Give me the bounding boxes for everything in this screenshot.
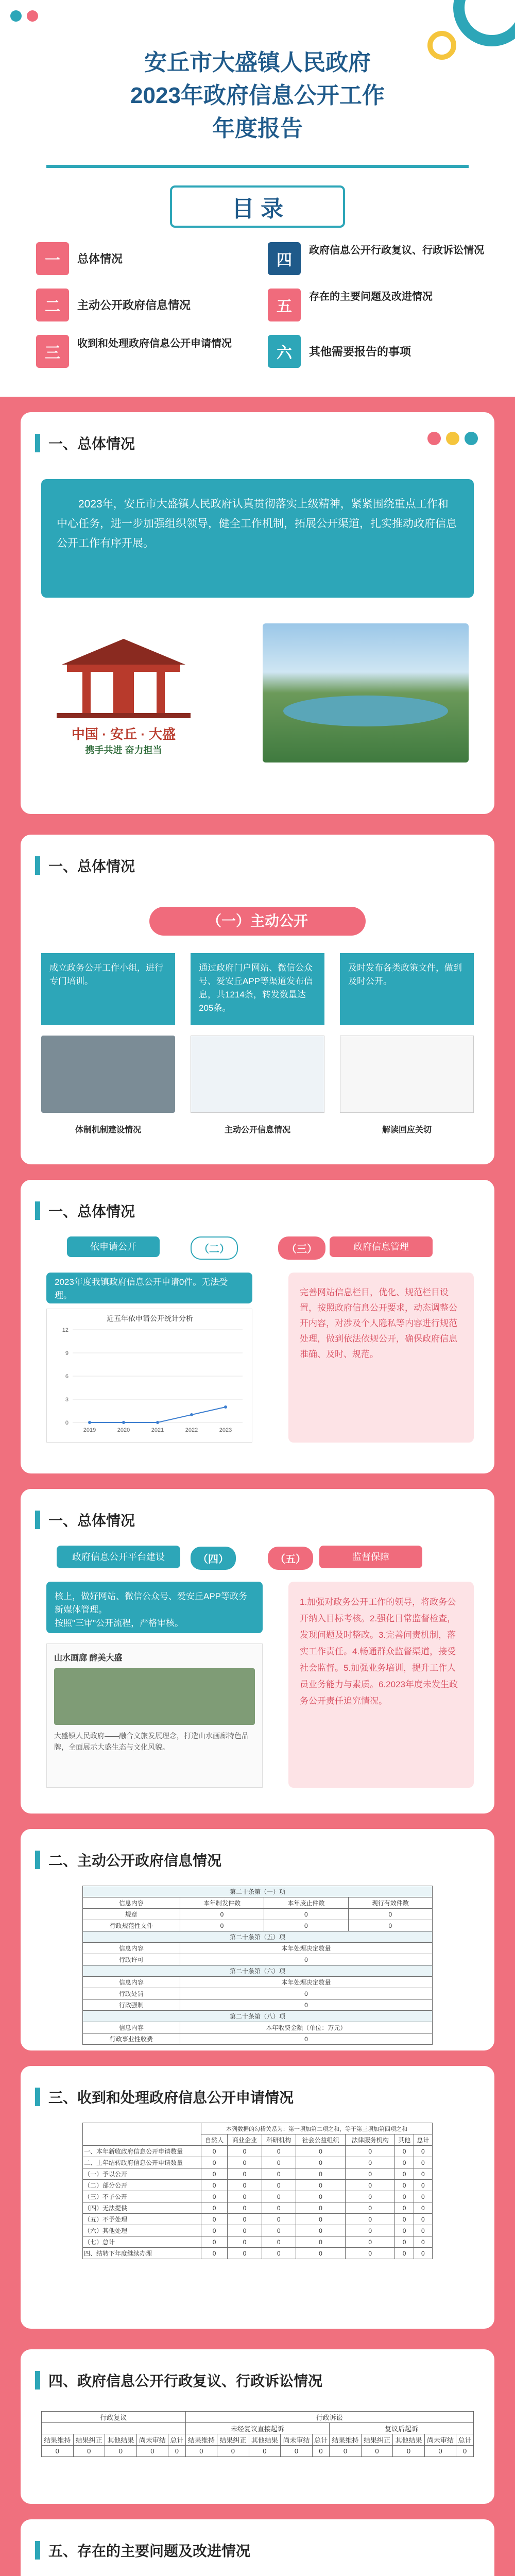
header-dot (465, 432, 478, 445)
table-row: 0 0 0 0 0 0 0 0 0 0 0 0 0 0 0 (42, 2446, 474, 2457)
x-tick-label: 2022 (185, 1427, 198, 1433)
table-header-main: 本列数据的勾稽关系为：第一项加第二项之和，等于第三项加第四项之和 (201, 2123, 433, 2134)
section-header (21, 850, 309, 881)
table-row: （三）不予公开 0 0 0 0 0 0 0 (83, 2191, 433, 2202)
data-point (122, 1421, 125, 1424)
table-title: 第二十条第（六）项 (83, 1965, 433, 1977)
table-row: 行政许可 0 (83, 1954, 433, 1965)
toc-item-3[interactable]: 收到和处理政府信息公开申请情况 (77, 338, 232, 349)
table-row: 四、结转下年度继续办理 0 0 0 0 0 0 0 (83, 2248, 433, 2259)
chart-panel (46, 1309, 252, 1443)
section-title: 一、总体情况 (48, 858, 135, 874)
section-header (21, 1504, 309, 1535)
table-row: 规章 0 0 0 (83, 1909, 433, 1920)
cover-dot (10, 10, 22, 22)
gate-icon (46, 629, 201, 721)
table-header: 尚未审结 (136, 2434, 168, 2446)
overview-text-box: 2023年，安丘市大盛镇人民政府认真贯彻落实上级精神，紧紧围绕重点工作和中心任务，进一步加强组织领导，健全工作机制，拓展公开渠道，扎实推动政府信息公开工作有序开展。 (41, 479, 474, 598)
toc-heading: 目 录 (231, 196, 284, 222)
interpretation-box: 及时发布各类政策文件，做到及时公开。 (340, 953, 474, 1025)
section-problems (21, 2519, 494, 2576)
data-point (156, 1421, 159, 1424)
data-point (224, 1405, 227, 1409)
section-applications (21, 2066, 494, 2329)
table-header: 未经复议直接起诉 (185, 2423, 330, 2434)
y-tick-label: 3 (65, 1397, 68, 1403)
cover-title-line1: 安丘市大盛镇人民政府 (144, 50, 371, 75)
active-disclosure-banner: （一）主动公开 (149, 907, 366, 936)
cover-title-line2: 2023年政府信息公开工作 (130, 83, 385, 108)
toc-item-2[interactable]: 主动公开政府信息情况 (77, 299, 191, 312)
section-num-2: （二） (191, 1236, 238, 1260)
table-row: （六）其他处理 0 0 0 0 0 0 0 (83, 2225, 433, 2236)
table-row: （一）予以公开 0 0 0 0 0 0 0 (83, 2168, 433, 2180)
table-header: 其他 (395, 2134, 414, 2146)
section-num-5: （五） (268, 1547, 313, 1570)
table-header: 法律服务机构 (346, 2134, 395, 2146)
section-title: 三、收到和处理政府信息公开申请情况 (48, 2090, 294, 2106)
x-tick-label: 2019 (83, 1427, 96, 1433)
table-header: 信息内容 (83, 2022, 180, 2033)
y-tick-label: 0 (65, 1420, 68, 1426)
table-header: 社会公益组织 (296, 2134, 345, 2146)
caption-interpretation: 解读回应关切 (382, 1126, 432, 1134)
table-header: 尚未审结 (424, 2434, 456, 2446)
table-row: 一、本年新收政府信息公开申请数量 0 0 0 0 0 0 0 (83, 2146, 433, 2157)
section-title: 一、总体情况 (48, 436, 135, 452)
toc-num-5[interactable]: 五 (268, 289, 301, 321)
news-body: 大盛镇人民政府——融合文旅发展理念，打造山水画廊特色品牌，全面展示大盛生态与文化风貌。 (54, 1732, 249, 1751)
cover-dot (27, 10, 38, 22)
cover-divider (46, 165, 469, 168)
y-tick-label: 12 (62, 1327, 68, 1333)
line-chart (47, 1309, 253, 1443)
table-article20-1 (82, 1886, 433, 2045)
x-tick-label: 2020 (117, 1427, 130, 1433)
x-tick-label: 2021 (151, 1427, 164, 1433)
table-header: 自然人 (201, 2134, 228, 2146)
table-row: 行政规范性文件 0 0 0 (83, 1920, 433, 1931)
table-header: 结果维持 (42, 2434, 74, 2446)
news-article (46, 1643, 263, 1788)
table-header: 总计 (414, 2134, 432, 2146)
toc-num-6[interactable]: 六 (268, 335, 301, 368)
section-title: 二、主动公开政府信息情况 (48, 1853, 222, 1869)
section-title: 四、政府信息公开行政复议、行政诉讼情况 (48, 2373, 323, 2389)
table-header: 本年收费金额（单位：万元） (180, 2022, 432, 2033)
news-title: 山水画廊 醉美大盛 (54, 1654, 123, 1663)
section-overview-a (21, 412, 494, 814)
landscape-photo (263, 623, 469, 762)
news-photo (54, 1668, 255, 1725)
table-header: 信息内容 (83, 1943, 180, 1954)
table-title: 第二十条第（五）项 (83, 1931, 433, 1943)
meeting-photo (41, 1036, 175, 1113)
table-header: 本年制发件数 (180, 1897, 264, 1909)
table-header: 总计 (312, 2434, 329, 2446)
section-header (21, 2081, 381, 2112)
disclosure-box: 通过政府门户网站、微信公众号、爱安丘APP等渠道发布信息，共1214条，转发数量达205条。 (191, 953, 324, 1025)
table-header: 科研机构 (262, 2134, 296, 2146)
x-tick-label: 2023 (219, 1427, 232, 1433)
section-title: 五、存在的主要问题及改进情况 (48, 2543, 251, 2559)
header-dot (427, 432, 441, 445)
table-header: 结果纠正 (361, 2434, 393, 2446)
caption-mechanism: 体制机制建设情况 (75, 1126, 141, 1134)
table-header: 其他结果 (105, 2434, 137, 2446)
section-active-disclosure (21, 1829, 494, 2050)
table-header: 商业企业 (228, 2134, 262, 2146)
supervision-body: 1.加强对政务公开工作的领导，将政务公开纳入目标考核。2.强化日常监督检查，发现问题及时整改。3.完善问责机制，落实工作责任。4.畅通群众监督渠道，接受社会监督。5.加强业务培训，提升工作人员业务能力与素质。6.2023年度未发生政务公开责任追究情况。 (300, 1597, 458, 1706)
cover-title-block (41, 46, 474, 145)
platform-bullets (46, 1582, 263, 1633)
table-header: 本年处理决定数量 (180, 1977, 432, 1988)
toc-item-5[interactable]: 存在的主要问题及改进情况 (309, 291, 433, 302)
series-line (90, 1407, 226, 1422)
toc-item-4[interactable]: 政府信息公开行政复议、行政诉讼情况 (309, 245, 484, 256)
toc-heading-box (170, 185, 345, 228)
toc-num-3[interactable]: 三 (36, 335, 69, 368)
table-header: 信息内容 (83, 1977, 180, 1988)
table-header: 结果纠正 (217, 2434, 249, 2446)
chart-title: 近五年依申请公开统计分析 (107, 1314, 193, 1323)
platform-bullet-1: 核上，做好网站、微信公众号、爱安丘APP等政务新媒体管理。 (55, 1591, 248, 1615)
table-header: 尚未审结 (281, 2434, 313, 2446)
info-management-text (288, 1273, 474, 1443)
table-row: 行政强制 0 (83, 1999, 433, 2011)
table-row: （五）不予处理 0 0 0 0 0 0 0 (83, 2214, 433, 2225)
y-tick-label: 9 (65, 1350, 68, 1357)
website-screenshot (191, 1036, 324, 1113)
toc-item-1[interactable]: 总体情况 (77, 252, 123, 265)
table-title: 第二十条第（八）项 (83, 2011, 433, 2022)
table-header: 结果维持 (185, 2434, 217, 2446)
logo-subtext: 携手共进 奋力担当 (85, 745, 162, 755)
town-logo (46, 629, 201, 755)
section-overview-c (21, 1180, 494, 1473)
mechanism-box: 成立政务公开工作小组，进行专门培训。 (41, 953, 175, 1025)
section-overview-d (21, 1489, 494, 1814)
section-header (21, 2535, 381, 2566)
table-header: 本年废止件数 (264, 1897, 348, 1909)
section-title: 一、总体情况 (48, 1204, 135, 1219)
section-overview-b (21, 835, 494, 1164)
table-header: 现行有效件数 (348, 1897, 432, 1909)
table-header: 结果纠正 (73, 2434, 105, 2446)
info-management-label: 政府信息管理 (330, 1236, 433, 1257)
table-header: 行政诉讼 (185, 2412, 473, 2423)
table-header: 总计 (456, 2434, 474, 2446)
document-screenshot (340, 1036, 474, 1113)
section-num-4: （四） (191, 1547, 236, 1570)
section-header (21, 1195, 309, 1226)
toc-num-1[interactable]: 一 (36, 242, 69, 275)
table-row: 行政事业性收费 0 (83, 2033, 433, 2045)
data-point (88, 1421, 91, 1424)
section-header (21, 428, 309, 459)
table-row: 行政处罚 0 (83, 1988, 433, 1999)
toc-item-6[interactable]: 其他需要报告的事项 (309, 345, 411, 358)
table-row: （二）部分公开 0 0 0 0 0 0 0 (83, 2180, 433, 2191)
platform-bullet-2: 按照"三审"公开流程，严格审核。 (55, 1618, 184, 1628)
disclosure-tables (82, 1886, 433, 2045)
table-header: 其他结果 (393, 2434, 425, 2446)
logo-text: 中国 · 安丘 · 大盛 (71, 726, 176, 742)
review-table-wrap (41, 2411, 474, 2457)
header-dot (446, 432, 459, 445)
table-header: 行政复议 (42, 2412, 186, 2423)
data-point (190, 1413, 193, 1416)
table-header: 复议后起诉 (330, 2423, 474, 2434)
table-row: （七）总计 0 0 0 0 0 0 0 (83, 2236, 433, 2248)
section-header (21, 1844, 309, 1875)
table-row: （四）无法提供 0 0 0 0 0 0 0 (83, 2202, 433, 2214)
toc-num-2[interactable]: 二 (36, 289, 69, 321)
supervision-text (288, 1582, 474, 1788)
section-review-litigation (21, 2349, 494, 2504)
caption-disclosure: 主动公开信息情况 (224, 1126, 290, 1134)
review-table (41, 2411, 474, 2457)
info-management-body: 完善网站信息栏目，优化、规范栏目设置，按照政府信息公开要求，动态调整公开内容，对涉及个人隐私等内容进行规范处理，做到依法依规公开，确保政府信息准确、及时、规范。 (300, 1287, 457, 1359)
platform-label: 政府信息公开平台建设 (57, 1546, 180, 1568)
table-header: 总计 (168, 2434, 185, 2446)
on-request-label: 依申请公开 (67, 1236, 160, 1257)
y-tick-label: 6 (65, 1374, 68, 1380)
cover-title-line3: 年度报告 (212, 116, 303, 141)
table-header: 信息内容 (83, 1897, 180, 1909)
supervision-label: 监督保障 (319, 1546, 422, 1568)
section-num-3: （三） (278, 1236, 325, 1260)
on-request-note: 2023年度我镇政府信息公开申请0件。无法受理。 (46, 1273, 252, 1303)
table-title: 第二十条第（一）项 (83, 1886, 433, 1897)
table-header: 其他结果 (249, 2434, 281, 2446)
applications-table (82, 2123, 433, 2259)
applications-table-wrap (82, 2123, 433, 2259)
table-row: 二、上年结转政府信息公开申请数量 0 0 0 0 0 0 0 (83, 2157, 433, 2168)
section-title: 一、总体情况 (48, 1513, 135, 1529)
table-header: 本年处理决定数量 (180, 1943, 432, 1954)
toc-num-4[interactable]: 四 (268, 242, 301, 275)
section-header (21, 2365, 412, 2396)
table-header: 结果维持 (330, 2434, 362, 2446)
